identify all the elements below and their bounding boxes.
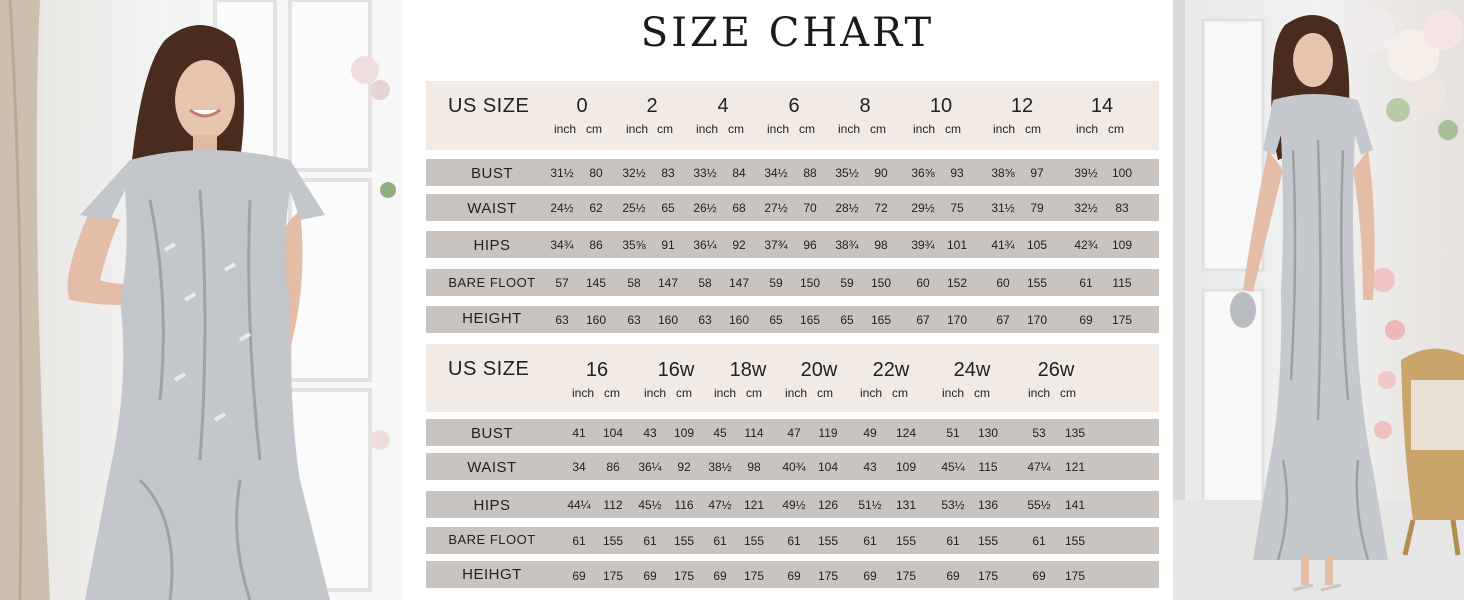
unit-inch: inch (1028, 386, 1051, 400)
cell-value: 147 (657, 276, 679, 290)
unit-inch: inch (572, 386, 595, 400)
size-chart (402, 0, 1173, 600)
cell-value: 130 (977, 426, 999, 440)
cell-value: 61 (787, 534, 801, 548)
size-heading: 18w (729, 359, 767, 381)
row-label: HEIHGT (462, 566, 522, 583)
model-photo-left (0, 0, 402, 600)
cell-value: 58 (627, 276, 641, 290)
cell-value: 35⅝ (622, 238, 646, 252)
size-heading: 0 (576, 95, 588, 117)
cell-value: 60 (996, 276, 1010, 290)
unit-inch: inch (860, 386, 883, 400)
size-heading: 16w (657, 359, 695, 381)
unit-cm: cm (892, 386, 908, 400)
size-heading: 8 (859, 95, 871, 117)
cell-value: 43 (863, 460, 877, 474)
cell-value: 88 (803, 166, 817, 180)
row-label: BARE FLOOT (448, 532, 536, 547)
cell-value: 104 (602, 426, 624, 440)
model-illustration-right (1173, 0, 1464, 600)
unit-inch: inch (942, 386, 965, 400)
cell-value: 116 (674, 498, 694, 512)
cell-value: 59 (840, 276, 854, 290)
unit-inch: inch (714, 386, 737, 400)
size-heading: 4 (717, 95, 729, 117)
row-label: HIPS (473, 237, 511, 254)
cell-value: 44¼ (567, 498, 591, 512)
cell-value: 26½ (693, 201, 717, 215)
cell-value: 41 (572, 426, 586, 440)
cell-value: 45 (713, 426, 727, 440)
cell-value: 152 (946, 276, 968, 290)
cell-value: 55½ (1027, 498, 1051, 512)
cell-value: 41¾ (991, 238, 1015, 252)
cell-value: 83 (1115, 201, 1129, 215)
unit-cm: cm (817, 386, 833, 400)
cell-value: 69 (946, 569, 960, 583)
cell-value: 115 (1112, 276, 1132, 290)
cell-value: 63 (698, 313, 712, 327)
cell-value: 36⅝ (911, 166, 935, 180)
cell-value: 49½ (782, 498, 806, 512)
unit-cm: cm (746, 386, 762, 400)
table-row-hips (426, 491, 1159, 518)
cell-value: 61 (1079, 276, 1093, 290)
cell-value: 109 (1111, 238, 1133, 252)
cell-value: 175 (673, 569, 695, 583)
cell-value: 63 (555, 313, 569, 327)
cell-value: 63 (627, 313, 641, 327)
unit-cm: cm (676, 386, 692, 400)
cell-value: 69 (1079, 313, 1093, 327)
unit-cm: cm (586, 122, 602, 136)
cell-value: 34½ (764, 166, 788, 180)
cell-value: 92 (732, 238, 746, 252)
cell-value: 62 (589, 201, 603, 215)
cell-value: 51½ (858, 498, 882, 512)
cell-value: 65 (769, 313, 783, 327)
cell-value: 68 (732, 201, 746, 215)
cell-value: 59 (769, 276, 783, 290)
cell-value: 36¼ (693, 238, 717, 252)
cell-value: 175 (743, 569, 765, 583)
cell-value: 145 (585, 276, 607, 290)
cell-value: 155 (743, 534, 765, 548)
cell-value: 61 (863, 534, 877, 548)
cell-value: 49 (863, 426, 877, 440)
cell-value: 165 (870, 313, 892, 327)
unit-inch: inch (644, 386, 667, 400)
size-heading: 6 (788, 95, 800, 117)
size-heading: 22w (872, 359, 910, 381)
cell-value: 93 (950, 166, 964, 180)
cell-value: 121 (743, 498, 765, 512)
row-label: WAIST (467, 459, 517, 476)
cell-value: 109 (673, 426, 695, 440)
cell-value: 61 (946, 534, 960, 548)
cell-value: 27½ (764, 201, 788, 215)
unit-cm: cm (1108, 122, 1124, 136)
cell-value: 147 (728, 276, 750, 290)
cell-value: 70 (803, 201, 817, 215)
cell-value: 96 (803, 238, 817, 252)
row-label: BARE FLOOT (448, 275, 536, 290)
cell-value: 126 (817, 498, 839, 512)
cell-value: 92 (677, 460, 691, 474)
cell-value: 150 (799, 276, 821, 290)
cell-value: 37¾ (764, 238, 788, 252)
cell-value: 47½ (708, 498, 732, 512)
cell-value: 112 (603, 498, 623, 512)
cell-value: 170 (946, 313, 968, 327)
cell-value: 150 (870, 276, 892, 290)
cell-value: 160 (728, 313, 750, 327)
cell-value: 61 (643, 534, 657, 548)
size-heading: 20w (800, 359, 838, 381)
unit-cm: cm (1025, 122, 1041, 136)
cell-value: 31½ (550, 166, 574, 180)
unit-inch: inch (785, 386, 808, 400)
cell-value: 24½ (550, 201, 574, 215)
cell-value: 69 (572, 569, 586, 583)
unit-inch: inch (767, 122, 790, 136)
cell-value: 115 (978, 460, 998, 474)
cell-value: 105 (1026, 238, 1048, 252)
unit-inch: inch (626, 122, 649, 136)
cell-value: 60 (916, 276, 930, 290)
cell-value: 175 (895, 569, 917, 583)
cell-value: 175 (817, 569, 839, 583)
unit-cm: cm (728, 122, 744, 136)
cell-value: 32½ (622, 166, 646, 180)
cell-value: 45½ (638, 498, 662, 512)
cell-value: 40¾ (782, 460, 806, 474)
cell-value: 90 (874, 166, 888, 180)
cell-value: 155 (817, 534, 839, 548)
cell-value: 83 (661, 166, 675, 180)
unit-inch: inch (696, 122, 719, 136)
cell-value: 86 (606, 460, 620, 474)
cell-value: 131 (895, 498, 917, 512)
row-label: HEIGHT (462, 310, 522, 327)
cell-value: 69 (1032, 569, 1046, 583)
cell-value: 91 (661, 238, 675, 252)
cell-value: 45¼ (941, 460, 965, 474)
cell-value: 58 (698, 276, 712, 290)
cell-value: 51 (946, 426, 960, 440)
cell-value: 43 (643, 426, 657, 440)
cell-value: 97 (1030, 166, 1044, 180)
cell-value: 160 (657, 313, 679, 327)
us-size-label: US SIZE (448, 358, 530, 380)
table-row-bust (426, 159, 1159, 186)
cell-value: 38¾ (835, 238, 859, 252)
cell-value: 155 (977, 534, 999, 548)
cell-value: 32½ (1074, 201, 1098, 215)
us-size-label: US SIZE (448, 95, 530, 117)
cell-value: 72 (874, 201, 888, 215)
cell-value: 75 (950, 201, 964, 215)
cell-value: 53 (1032, 426, 1046, 440)
cell-value: 155 (673, 534, 695, 548)
cell-value: 57 (555, 276, 569, 290)
model-illustration-left (0, 0, 402, 600)
cell-value: 170 (1026, 313, 1048, 327)
size-heading: 10 (929, 95, 953, 117)
row-label: BUST (470, 425, 513, 442)
cell-value: 175 (602, 569, 624, 583)
cell-value: 155 (1064, 534, 1086, 548)
cell-value: 33½ (693, 166, 717, 180)
cell-value: 86 (589, 238, 603, 252)
unit-inch: inch (1076, 122, 1099, 136)
cell-value: 175 (1111, 313, 1133, 327)
cell-value: 65 (661, 201, 675, 215)
cell-value: 61 (572, 534, 586, 548)
cell-value: 28½ (835, 201, 859, 215)
size-heading: 12 (1010, 95, 1034, 117)
cell-value: 98 (747, 460, 761, 474)
unit-cm: cm (657, 122, 673, 136)
table-row-bust (426, 419, 1159, 446)
cell-value: 67 (996, 313, 1010, 327)
unit-inch: inch (913, 122, 936, 136)
unit-cm: cm (604, 386, 620, 400)
cell-value: 119 (818, 426, 838, 440)
size-heading: 24w (953, 359, 991, 381)
cell-value: 100 (1111, 166, 1133, 180)
cell-value: 42¾ (1074, 238, 1098, 252)
size-heading: 26w (1037, 359, 1075, 381)
cell-value: 109 (895, 460, 917, 474)
cell-value: 47¼ (1027, 460, 1051, 474)
cell-value: 38½ (708, 460, 732, 474)
cell-value: 84 (732, 166, 746, 180)
cell-value: 104 (817, 460, 839, 474)
table-row-height (426, 561, 1159, 588)
cell-value: 121 (1064, 460, 1086, 474)
unit-inch: inch (838, 122, 861, 136)
cell-value: 61 (713, 534, 727, 548)
table-row-hips (426, 231, 1159, 258)
table-row-waist (426, 194, 1159, 221)
row-label: HIPS (473, 497, 511, 514)
size-heading: 16 (585, 359, 609, 381)
unit-cm: cm (974, 386, 990, 400)
table-row-bare-floot (426, 527, 1159, 554)
table-row-bare-floot (426, 269, 1159, 296)
cell-value: 165 (799, 313, 821, 327)
cell-value: 160 (585, 313, 607, 327)
cell-value: 155 (1026, 276, 1048, 290)
cell-value: 69 (713, 569, 727, 583)
table-row-height (426, 306, 1159, 333)
size-heading: 2 (646, 95, 658, 117)
model-photo-right (1173, 0, 1464, 600)
cell-value: 29½ (911, 201, 935, 215)
cell-value: 135 (1064, 426, 1086, 440)
size-header-band-1 (426, 81, 1159, 150)
cell-value: 175 (1064, 569, 1086, 583)
cell-value: 80 (589, 166, 603, 180)
cell-value: 155 (602, 534, 624, 548)
cell-value: 124 (895, 426, 917, 440)
cell-value: 39½ (1074, 166, 1098, 180)
cell-value: 98 (874, 238, 888, 252)
cell-value: 101 (946, 238, 968, 252)
cell-value: 69 (787, 569, 801, 583)
unit-cm: cm (1060, 386, 1076, 400)
cell-value: 114 (744, 426, 764, 440)
cell-value: 47 (787, 426, 801, 440)
size-heading: 14 (1090, 95, 1114, 117)
cell-value: 141 (1064, 498, 1086, 512)
row-label: WAIST (467, 200, 517, 217)
unit-cm: cm (799, 122, 815, 136)
cell-value: 39¾ (911, 238, 935, 252)
row-label: BUST (470, 165, 513, 182)
cell-value: 69 (643, 569, 657, 583)
table-row-waist (426, 453, 1159, 480)
cell-value: 36¼ (638, 460, 662, 474)
cell-value: 175 (977, 569, 999, 583)
size-header-band-2 (426, 344, 1159, 412)
unit-inch: inch (993, 122, 1016, 136)
cell-value: 155 (895, 534, 917, 548)
cell-value: 61 (1032, 534, 1046, 548)
cell-value: 38⅝ (991, 166, 1015, 180)
cell-value: 35½ (835, 166, 859, 180)
cell-value: 79 (1030, 201, 1044, 215)
unit-cm: cm (945, 122, 961, 136)
cell-value: 53½ (941, 498, 965, 512)
chart-title: SIZE CHART (640, 10, 935, 56)
cell-value: 136 (977, 498, 999, 512)
cell-value: 65 (840, 313, 854, 327)
cell-value: 67 (916, 313, 930, 327)
unit-cm: cm (870, 122, 886, 136)
cell-value: 69 (863, 569, 877, 583)
cell-value: 31½ (991, 201, 1015, 215)
cell-value: 25½ (622, 201, 646, 215)
unit-inch: inch (554, 122, 577, 136)
cell-value: 34 (572, 460, 586, 474)
cell-value: 34¾ (550, 238, 574, 252)
